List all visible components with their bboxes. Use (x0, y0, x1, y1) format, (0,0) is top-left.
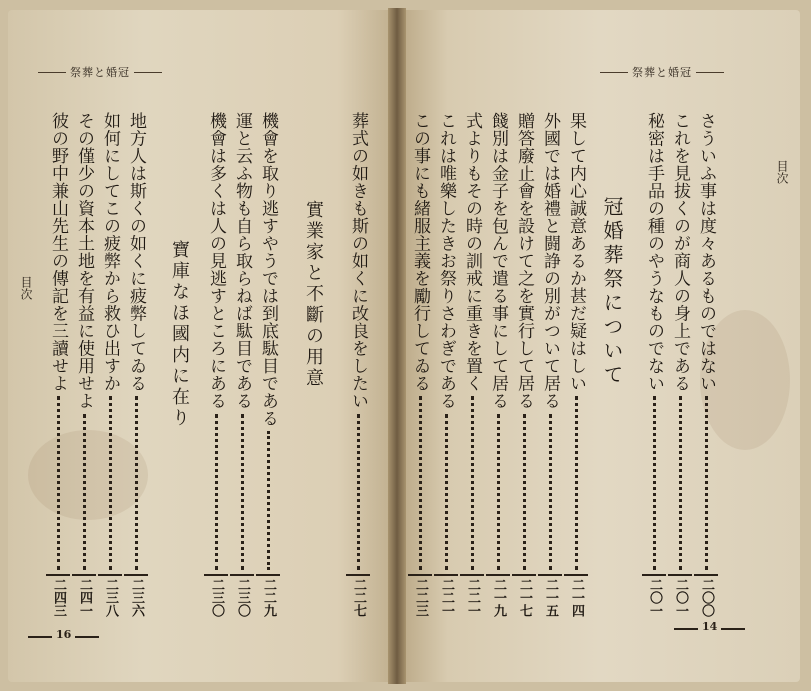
toc-entry: 運と云ふ物も自ら取らねば駄目である 二三〇 (232, 112, 252, 617)
right-running-head: 祭葬と婚冠 (632, 66, 692, 79)
left-running-head: 祭葬と婚冠 (70, 66, 130, 79)
book-gutter (388, 8, 406, 684)
left-page-number: 16 (56, 628, 72, 641)
section-title: 實業家と不斷の用意 (303, 200, 324, 389)
section-title: 冠婚葬祭について (600, 196, 624, 388)
toc-entry: 秘密は手品の種のやうなものでない 二〇一 (644, 112, 664, 617)
toc-entry: 果して内心誠意あるか甚だ疑はしい 二一四 (566, 112, 586, 617)
section-title: 寶庫なほ國内に在り (169, 240, 190, 429)
toc-entry: 餞別は金子を包んで遣る事にして居る 二一九 (488, 112, 508, 617)
toc-entry: この事にも緒服主義を勵行してゐる 二二三 (410, 112, 430, 617)
toc-entry: 機會は多くは人の見逃すところにある 二三〇 (206, 112, 226, 617)
toc-entry: これは唯樂したきお祭りさわぎである 二二一 (436, 112, 456, 617)
toc-entry: 式よりもその時の訓戒に重きを置く 二二一 (462, 112, 482, 617)
toc-entry: これを見拔くのが商人の身上である 二〇一 (670, 112, 690, 617)
toc-entry: さういふ事は度々あるものではない 二〇〇 (696, 112, 716, 617)
toc-entry: 贈答廢止會を設けて之を實行して居る 二一七 (514, 112, 534, 617)
toc-entry: 葬式の如きも斯の如くに改良をしたい 二二七 (348, 112, 368, 617)
toc-entry: 如何にしてこの疲弊から救ひ出すか 二三八 (100, 112, 120, 617)
toc-entry: 機會を取り逃すやうでは到底駄目である 二二九 (258, 112, 278, 617)
toc-entry: 外國では婚禮と闘諍の別がついて居る 二一五 (540, 112, 560, 617)
toc-entry: その僅少の資本土地を有益に使用せよ 二四一 (74, 112, 94, 617)
left-mokuji: 目次 (19, 276, 33, 300)
toc-entry: 彼の野中兼山先生の傳記を三讀せよ 二四三 (48, 112, 68, 617)
toc-entry: 地方人は斯くの如くに疲弊してゐる 二三六 (126, 112, 146, 617)
right-page-number: 14 (702, 620, 718, 633)
right-mokuji: 目次 (775, 160, 789, 184)
